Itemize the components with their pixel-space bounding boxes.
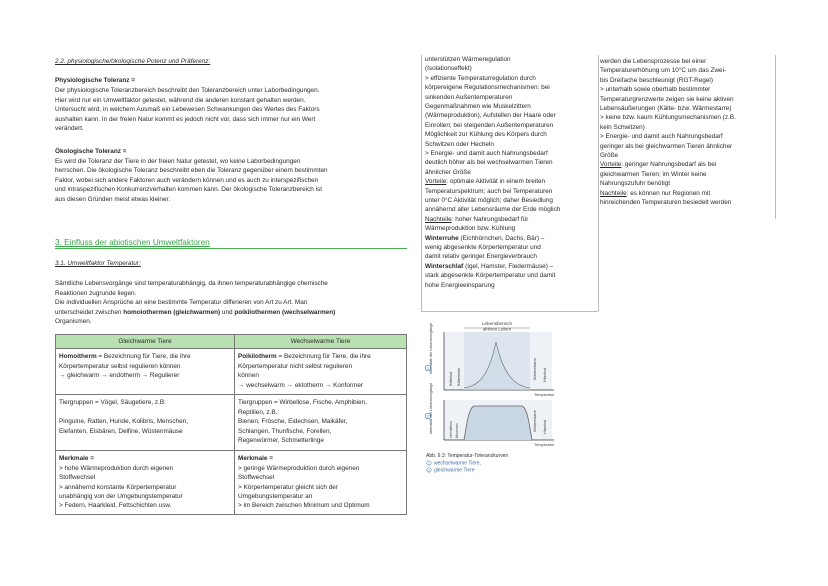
column-line: deutlich höher als bei wechselwarmen Tieren xyxy=(425,159,553,167)
column-line: kein Schwitzen) xyxy=(600,123,645,131)
column-line: unterstützen Wärmeregulation xyxy=(425,56,511,63)
phys-line: Der physiologische Toleranzbereich beschreibt den Toleranzbereich unter Laborbedingungen. xyxy=(55,87,320,94)
oeko-line: Es wird die Toleranz der Tiere in der freien Natur getestet, wo keine Laborbedingungen xyxy=(55,157,301,165)
column-line: Vorteile: optimale Aktivität in einem breiten xyxy=(425,178,546,186)
column-line: hinreichenden Temperaturen besiedelt werden xyxy=(600,199,732,206)
svg-text:1: 1 xyxy=(428,461,430,466)
kaeltetod-label: Kältetod xyxy=(449,372,453,386)
temperature-tolerance-figure xyxy=(422,320,572,480)
table-cell: Tiergruppen = Vögel, Säugetiere, z.B: Pinguine, Ratten, Hunde, Kolibris, Menschen, Elefanten, Eisbären, Delfine, Wüstenmäuse xyxy=(56,395,235,451)
section-divider xyxy=(55,248,407,249)
intro-line: Organismen. xyxy=(55,318,92,325)
aktives-leben-label: aktives Leben xyxy=(482,326,512,332)
caption-line-2: gleichwarme Tiere xyxy=(434,467,475,474)
waermestarre-label: Wärmestarre xyxy=(533,358,537,380)
upper-y-label: Intensität der Lebensvorgänge xyxy=(429,322,433,374)
comparison-table xyxy=(55,334,407,515)
intro-line: Sämtliche Lebensvorgänge sind temperaturabhängig, da ihnen temperaturabhängige chemische xyxy=(55,280,328,287)
section-3-title: 3. Einfluss der abiotischen Umweltfaktoren xyxy=(55,238,210,247)
upper-x-label: Temperatur xyxy=(534,392,555,397)
column-line: annähernd aller Lebensräume der Erde möglich xyxy=(425,206,561,214)
table-cell: Homoitherm = Bezeichnung für Tiere, die ihre Körpertemperatur selbst regulieren können → gleichwarm → endotherm → Regulierer xyxy=(56,349,235,395)
column-line: unter 0°C Aktivität möglich; daher Besiedlung xyxy=(425,197,553,204)
oeko-line: herrschen. Die ökologische Toleranz beschreibt eben die Toleranz gegenüber einem bestimmten xyxy=(55,167,328,174)
intro-line: Die individuellen Ansprüche an eine bestimmte Temperatur differieren von Art zu Art. Man xyxy=(55,299,308,306)
section-2-2-title: 2.2. physiologische/ökologische Potenz und Präferenz: xyxy=(55,58,211,65)
phys-line: Untersucht wird, in welchem Ausmaß ein Lebewesen Schwankungen des Wertes des Faktors xyxy=(55,106,320,113)
minimum-label: Minimum xyxy=(455,423,459,438)
column-line: Größe xyxy=(600,152,619,159)
oeko-line: und intraspezifischen Konkurrenzverhalten kommen kann. Der ökologische Toleranzbereich ist xyxy=(55,186,323,193)
column-line: wenig abgesenkte Körpertemperatur und xyxy=(425,244,541,251)
column-line: sinkenden Außentemperaturen xyxy=(425,93,513,101)
table-cell: Merkmale = > hohe Wärmeproduktion durch eigenen Stoffwechsel > annähernd konstante Körpertemperatur unabhängig von der Umgebungstemperatur > Federn, Haarkleid, Fettschichten usw. xyxy=(56,451,235,515)
column-line: gleichwarmen Tieren; im Winter keine xyxy=(600,170,707,178)
column-line: werden die Lebensprozesse bei einer xyxy=(600,58,707,65)
column-line: Wärmeproduktion bzw. Kühlung xyxy=(425,225,516,233)
oeko-line: aus diesen Gründen meist etwas kleiner. xyxy=(55,195,171,203)
column-line: Nachteile: hoher Nahrungsbedarf für xyxy=(425,215,529,223)
column-line: hohe Energieeinsparung xyxy=(425,281,495,289)
svg-text:2: 2 xyxy=(428,468,430,473)
oeko-line: Faktor, wobei sich andere Faktoren auch verändern können und es auch zu interspezifischen xyxy=(55,176,319,184)
intro-line-terms: unterscheidet zwischen homoiothermen (gleichwarmen) und poikilothermen (wechselwarmen) xyxy=(55,308,336,316)
hitzetod-label: Hitzetod xyxy=(543,368,547,382)
column-line: > Energie- und damit auch Nahrungsbedarf xyxy=(600,133,723,141)
border-bottom xyxy=(421,311,598,312)
border-right xyxy=(775,55,776,219)
column-line: Nahrungszufuhr benötigt xyxy=(600,180,670,188)
verhaltens-label: Verhaltens xyxy=(449,421,453,438)
phys-line: Hier wird nur ein Umweltfaktor getestet, während die anderen konstant gehalten werden. xyxy=(55,96,306,104)
intro-line: Reaktionen zugrunde liegen. xyxy=(55,289,137,297)
column-line: Winterruhe (Eichhörnchen, Dachs, Bär) – xyxy=(425,234,545,242)
column-line: Schwitzen oder Hecheln xyxy=(425,140,494,148)
column-line: > unterhalb sowie oberhalb bestimmter xyxy=(600,86,711,94)
column-line: damit relativ geringer Energieverbrauch xyxy=(425,253,537,261)
table-cell: Merkmale = > geringe Wärmeproduktion durch eigenen Stoffwechsel > Körpertemperatur gleicht sich der Umgebungstemperatur an > im Bereich zwischen Minimum und Optimum xyxy=(235,451,407,515)
border-left xyxy=(421,55,422,311)
column-line: Winterschlaf (Igel, Hamster, Fledermäuse) – xyxy=(425,262,554,270)
kaeltestarre-label: Kältestarre xyxy=(457,367,461,386)
lower-y-label: Intensität der Lebensvorgänge xyxy=(429,382,433,434)
column-line: Einrollen; bei steigenden Außentemperaturen xyxy=(425,121,554,129)
column-line: ähnlicher Größe xyxy=(425,168,471,176)
column-line: Temperaturerhöhung um 10°C um das Zwei- xyxy=(600,67,727,75)
waermestarre-label-2: Wärmestarre xyxy=(533,410,537,432)
table-cell: Poikilotherm = Bezeichnung für Tiere, die ihre Körpertemperatur nicht selbst regulieren können → wechselwarm → ektotherm → Konformer xyxy=(235,349,407,395)
svg-text:2: 2 xyxy=(426,414,430,419)
section-3-1-title: 3.1. Umweltfaktor Temperatur: xyxy=(55,260,141,267)
phys-line: verändert. xyxy=(55,125,84,132)
column-line: bis Dreifache beschleunigt (RGT-Regel) xyxy=(600,76,713,84)
column-line: Temperaturspektrum; auch bei Temperaturen xyxy=(425,187,553,195)
column-line: Lebensäußerungen (Kälte- bzw. Wärmestarre) xyxy=(600,105,732,112)
caption-line-1: wechselwarme Tiere, xyxy=(434,460,481,467)
border-middle xyxy=(598,55,599,311)
column-line: > effiziente Temperaturregulation durch xyxy=(425,74,536,82)
column-line: körpereigene Regulationsmechanismen: bei xyxy=(425,84,550,92)
physiological-tolerance-heading: Physiologische Toleranz = xyxy=(55,77,135,84)
column-line: (Isolationseffekt) xyxy=(425,65,472,73)
column-line: Temperaturgrenzwerte zeigen sie keine aktiven xyxy=(600,95,734,103)
table-header-poikilotherm: Wechselwarme Tiere xyxy=(235,335,407,349)
column-line: > keine bzw. kaum Kühlungsmechanismen (z.B. xyxy=(600,114,736,122)
column-line: stark abgesenkte Körpertemperatur und damit xyxy=(425,272,556,280)
column-line: (Wärmeproduktion), Aufstellen der Haare oder xyxy=(425,112,556,120)
svg-text:1: 1 xyxy=(426,366,430,371)
column-line: Vorteile: geringer Nahrungsbedarf als bei xyxy=(600,161,717,169)
column-line: geringer als bei gleichwarmen Tieren ähnlicher xyxy=(600,142,733,150)
column-line: > Energie- und damit auch Nahrungsbedarf xyxy=(425,150,548,157)
table-cell: Tiergruppen = Wirbellose, Fische, Amphibien, Reptilien, z.B.: Bienen, Frösche, Eidechsen, Maikäfer, Schlangen, Thunfische, Forellen, Regenwürmer, Schmetterlinge xyxy=(235,395,407,451)
hitzetod-label-2: Hitzetod xyxy=(543,420,547,434)
figure-caption: Abb. 9.3: Temperatur-Toleranzkurven xyxy=(426,453,509,459)
lower-x-label: Temperatur xyxy=(534,442,555,447)
column-line: Nachteile: es können nur Regionen mit xyxy=(600,189,711,197)
table-header-homoiotherm: Gleichwarme Tiere xyxy=(56,335,235,349)
ecological-tolerance-heading: Ökologische Toleranz = xyxy=(55,148,127,155)
lebensbereich-label: Lebensbereich xyxy=(481,321,513,326)
phys-line: aushalten kann. In der freien Natur kommt es jedoch nicht vor, dass sich immer nur ein Wert xyxy=(55,115,316,123)
column-line: Gegenmaßnahmen wie Muskelzittern xyxy=(425,103,531,110)
column-line: Möglichkeit zur Kühlung des Körpers durch xyxy=(425,131,547,139)
homoiotherm-curve xyxy=(464,406,532,440)
